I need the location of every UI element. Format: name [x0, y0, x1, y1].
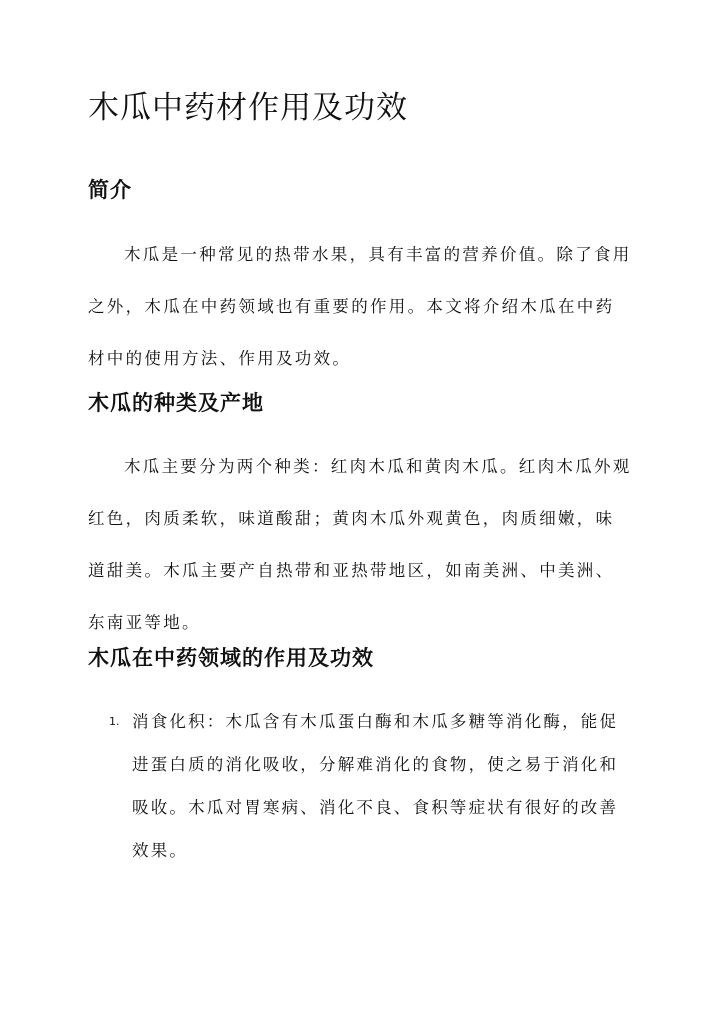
document-title: 木瓜中药材作用及功效 [88, 90, 408, 126]
varieties-paragraph: 木瓜主要分为两个种类：红肉木瓜和黄肉木瓜。红肉木瓜外观红色，肉质柔软，味道酸甜；黄肉木瓜外观黄色，肉质细嫩，味道甜美。木瓜主要产自热带和亚热带地区，如南美洲、中美洲、东南亚等地。 [88, 457, 632, 632]
list-item-number: 1. [109, 715, 120, 728]
list-item [88, 700, 632, 872]
list-item-text: 消食化积：木瓜含有木瓜蛋白酶和木瓜多糖等消化酶，能促进蛋白质的消化吸收，分解难消化的食物，使之易于消化和吸收。木瓜对胃寒病、消化不良、食积等症状有很好的改善效果。 [132, 712, 619, 860]
intro-paragraph: 木瓜是一种常见的热带水果，具有丰富的营养价值。除了食用之外，木瓜在中药领域也有重要的作用。本文将介绍木瓜在中药材中的使用方法、作用及功效。 [88, 245, 632, 368]
section-heading-varieties: 木瓜的种类及产地 [88, 391, 264, 415]
section-heading-intro: 简介 [88, 178, 132, 202]
effects-list [88, 700, 632, 872]
section-heading-effects: 木瓜在中药领域的作用及功效 [88, 646, 374, 670]
